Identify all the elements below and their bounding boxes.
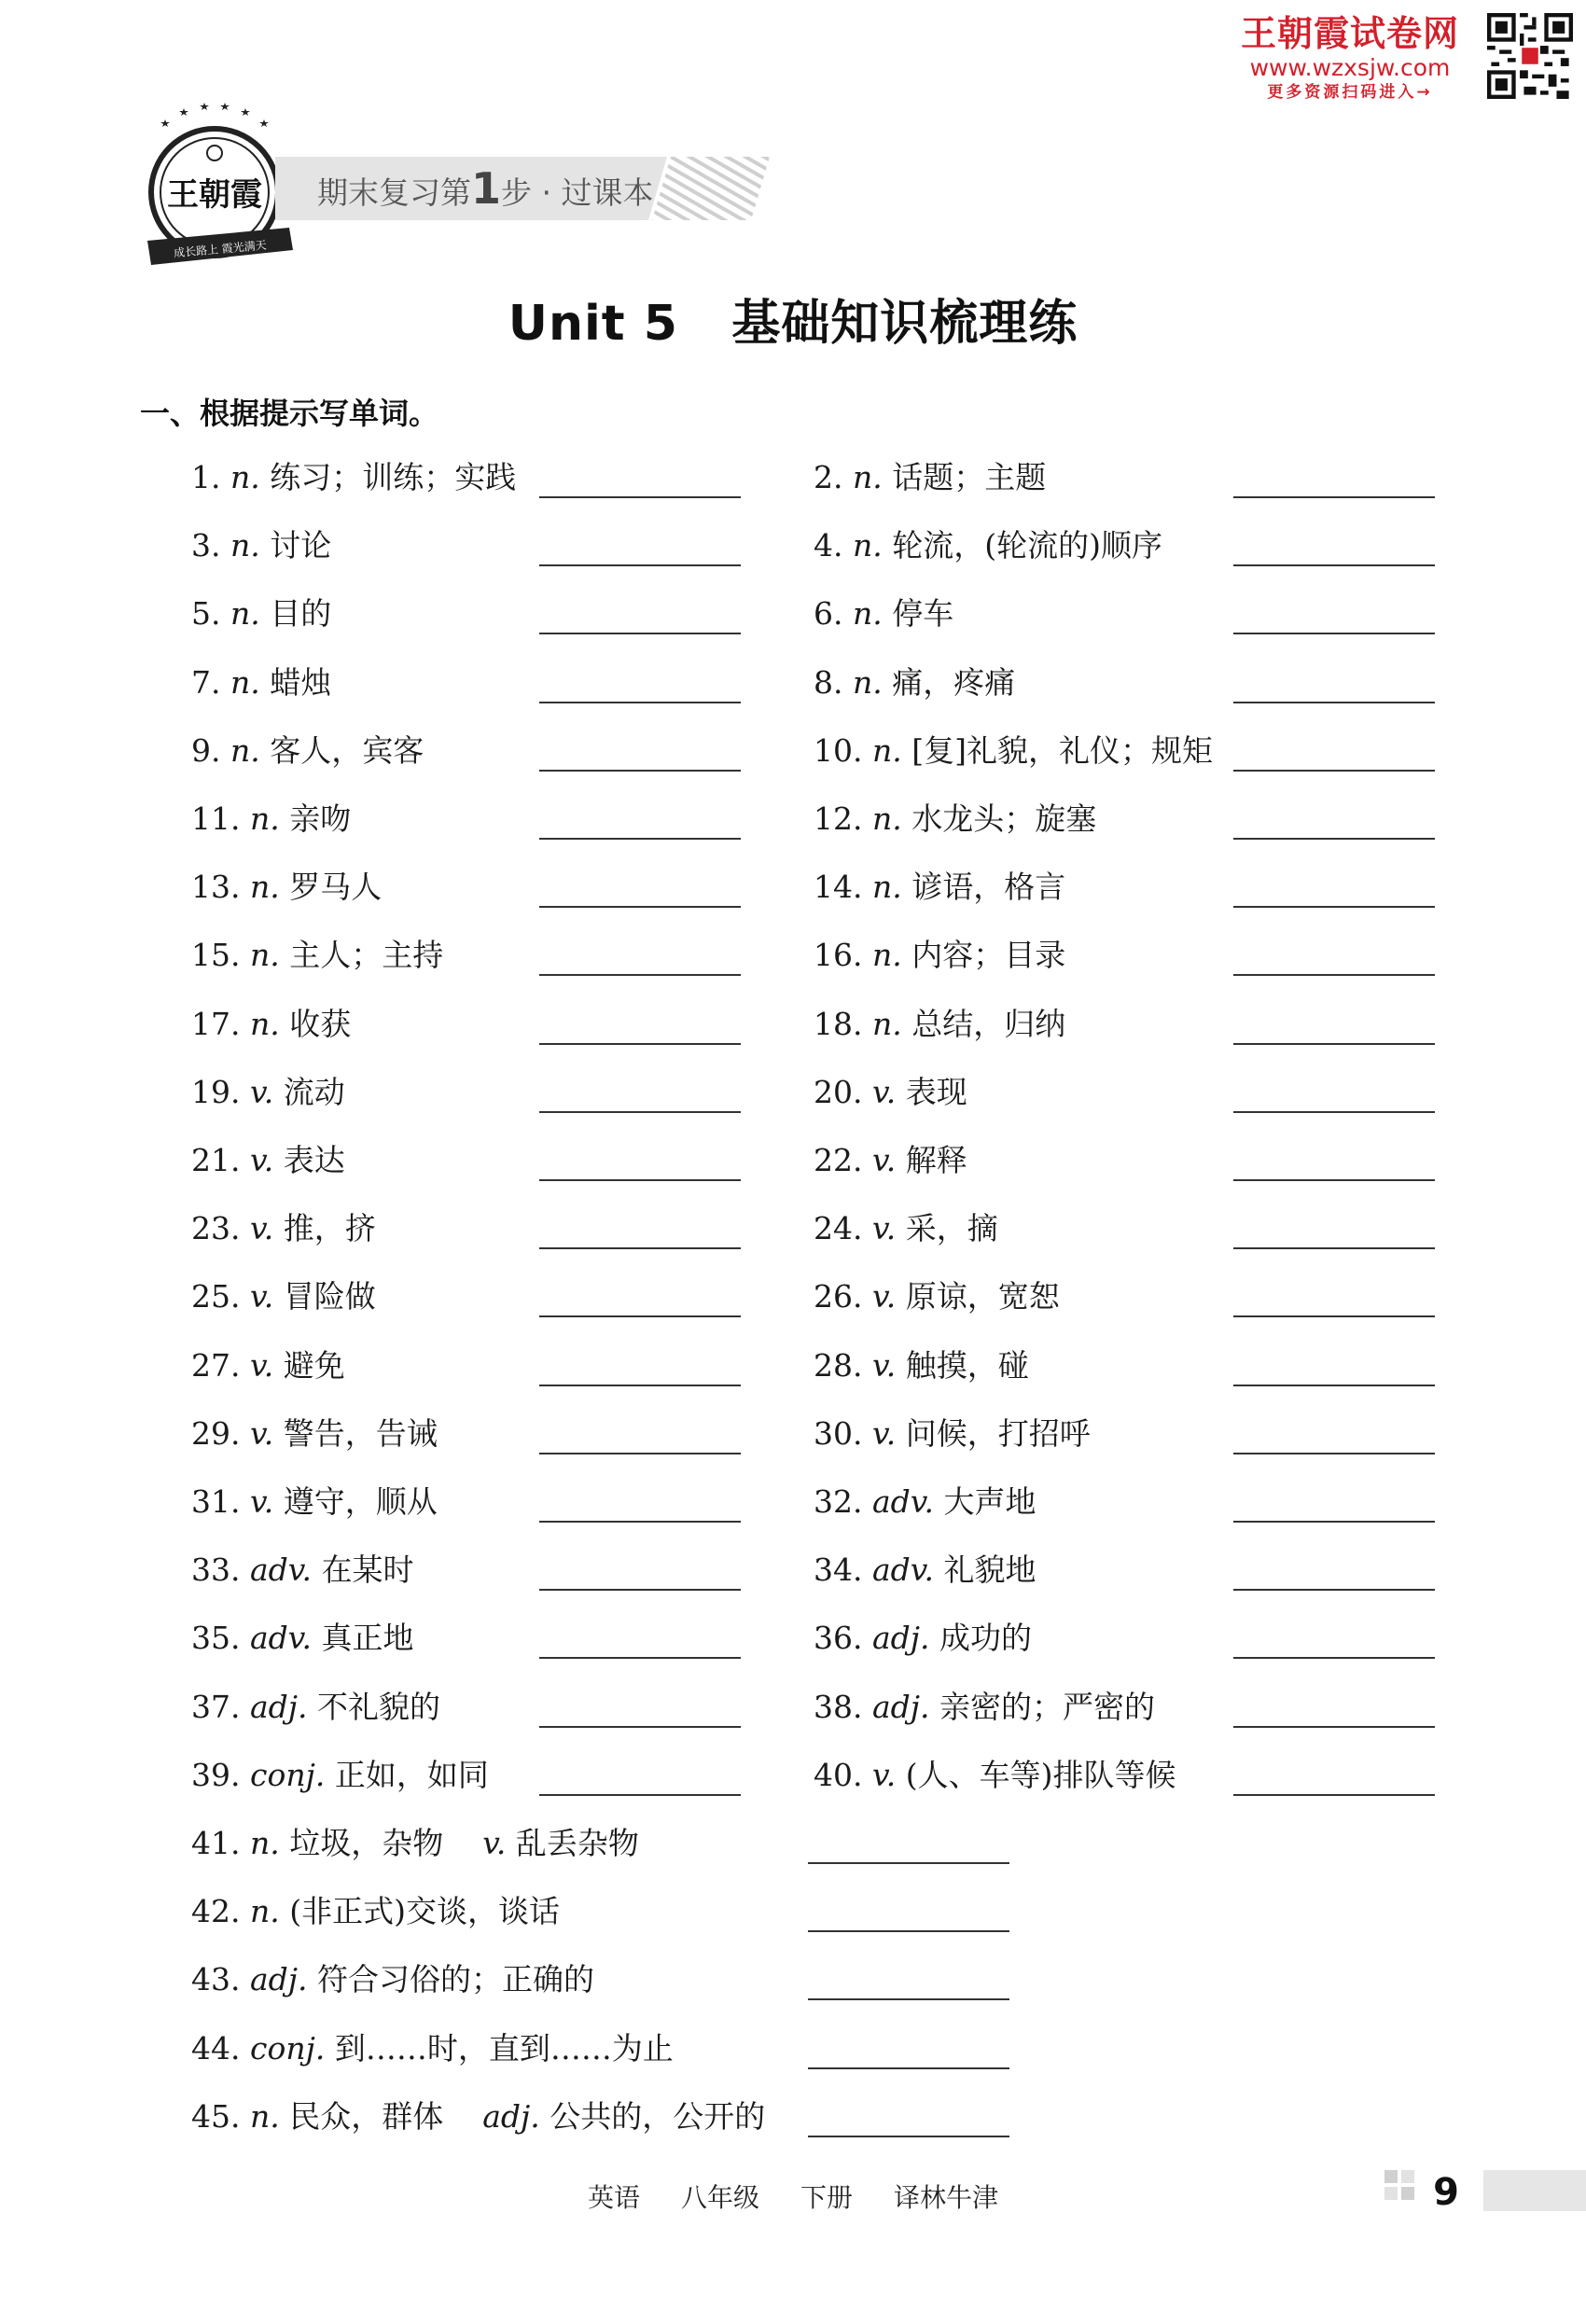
item-prompt (814, 731, 1213, 772)
answer-blank[interactable] (1233, 1315, 1435, 1317)
item-prompt (814, 593, 953, 634)
item-prompt (191, 1755, 489, 1796)
item-prompt (814, 457, 1046, 498)
item-number: 24. (814, 1210, 872, 1247)
answer-blank[interactable] (808, 2136, 1009, 2137)
item-meaning: 水龙头；旋塞 (911, 800, 1097, 837)
answer-blank[interactable] (1233, 974, 1435, 976)
answer-blank[interactable] (1233, 1179, 1435, 1181)
answer-blank[interactable] (1233, 1043, 1435, 1045)
answer-blank[interactable] (539, 1453, 741, 1454)
item-meaning: 推，挤 (283, 1210, 376, 1247)
answer-blank[interactable] (1233, 702, 1435, 703)
answer-blank[interactable] (539, 1179, 741, 1181)
item-prompt (814, 1208, 998, 1249)
item-meaning: 避免 (283, 1346, 345, 1384)
item-prompt (814, 662, 1015, 703)
item-prompt (814, 1413, 1091, 1454)
item-number: 35. (191, 1620, 250, 1657)
item-prompt (191, 1208, 376, 1249)
part-of-speech: v. (871, 1142, 906, 1178)
part-of-speech: conj. (249, 1756, 335, 1793)
item-meaning: 谚语，格言 (911, 869, 1066, 906)
item-meaning: (人、车等)排队等候 (905, 1756, 1176, 1793)
part-of-speech: adj. (249, 1961, 317, 1998)
item-number: 16. (814, 937, 872, 974)
item-prompt (814, 1550, 1036, 1591)
part-of-speech: v. (871, 1073, 906, 1110)
item-prompt (191, 1687, 440, 1728)
part-of-speech: n. (871, 937, 912, 974)
item-number: 42. (191, 1893, 250, 1930)
brand-name: 王朝霞试卷网 (1240, 13, 1459, 54)
item-number: 12. (814, 800, 872, 837)
part-of-speech: n. (249, 937, 290, 974)
part-of-speech: n. (852, 595, 893, 633)
answer-blank[interactable] (808, 2067, 1009, 2069)
qr-code-icon (1487, 13, 1573, 99)
item-prompt (814, 525, 1162, 566)
answer-blank[interactable] (539, 974, 741, 976)
item-number: 10. (814, 731, 872, 769)
item-meaning: 痛，疼痛 (892, 663, 1016, 701)
part-of-speech: n. (871, 800, 912, 837)
gap (443, 1825, 482, 1861)
answer-blank[interactable] (1233, 1726, 1435, 1728)
answer-blank[interactable] (539, 496, 741, 498)
item-prompt (191, 1072, 345, 1113)
answer-blank[interactable] (1233, 1247, 1435, 1249)
item-meaning: 解释 (905, 1142, 967, 1178)
page-tab (1483, 2170, 1586, 2211)
part-of-speech: v. (871, 1414, 906, 1452)
item-meaning: 正如，如同 (334, 1756, 489, 1793)
item-number: 34. (814, 1552, 872, 1589)
item-number: 27. (191, 1346, 250, 1384)
answer-blank[interactable] (539, 1589, 741, 1591)
item-prompt (191, 1550, 414, 1591)
answer-blank[interactable] (1233, 1521, 1435, 1523)
item-meaning: 表现 (905, 1073, 967, 1110)
part-of-speech: n. (249, 869, 290, 906)
item-prompt (191, 1618, 414, 1659)
item-number: 18. (814, 1005, 872, 1042)
item-number: 32. (814, 1483, 872, 1520)
item-prompt (814, 1004, 1065, 1045)
banner-prefix: 期末复习第 (317, 174, 471, 211)
item-meaning: 警告，告诫 (283, 1414, 438, 1452)
item-prompt (191, 1345, 345, 1386)
item-prompt (191, 1823, 639, 1864)
item-meaning: 主人；主持 (289, 937, 444, 974)
page-title: Unit 5 基础知识梳理练 (508, 296, 1078, 352)
item-meaning: 不礼貌的 (317, 1688, 440, 1725)
item-meaning: 成功的 (939, 1620, 1032, 1657)
answer-blank[interactable] (539, 1385, 741, 1386)
item-number: 38. (814, 1688, 872, 1725)
part-of-speech: v. (871, 1210, 906, 1247)
item-number: 17. (191, 1005, 250, 1042)
item-prompt (814, 1482, 1036, 1523)
item-number: 30. (814, 1414, 872, 1452)
item-number: 45. (191, 2097, 250, 2135)
answer-blank[interactable] (1233, 633, 1435, 634)
gap (443, 2098, 482, 2135)
part-of-speech: adv. (871, 1552, 944, 1589)
item-number: 22. (814, 1142, 872, 1178)
answer-blank[interactable] (539, 770, 741, 772)
part-of-speech: n. (249, 1825, 290, 1861)
part-of-speech: v. (871, 1346, 906, 1384)
item-meaning: 话题；主题 (892, 459, 1047, 495)
item-prompt (814, 1618, 1032, 1659)
item-meaning: 遵守，顺从 (283, 1483, 438, 1520)
part-of-speech: v. (871, 1756, 906, 1793)
brand-block (1224, 13, 1476, 103)
item-prompt (814, 1276, 1060, 1317)
part-of-speech: v. (249, 1278, 284, 1315)
part-of-speech: v. (249, 1346, 284, 1384)
item-number: 21. (191, 1142, 250, 1178)
item-prompt (191, 867, 382, 908)
answer-blank[interactable] (539, 1247, 741, 1249)
item-number: 29. (191, 1414, 250, 1452)
part-of-speech: v. (249, 1073, 284, 1110)
item-number: 33. (191, 1552, 250, 1589)
answer-blank[interactable] (808, 1998, 1009, 2000)
part-of-speech: n. (249, 1005, 290, 1042)
item-prompt (191, 1276, 376, 1317)
item-prompt (191, 1413, 438, 1454)
answer-blank[interactable] (1233, 1589, 1435, 1591)
part-of-speech: v. (871, 1278, 906, 1315)
item-meaning: 冒险做 (283, 1278, 376, 1315)
item-meaning: 客人，宾客 (270, 731, 424, 769)
item-prompt (191, 525, 331, 566)
answer-blank[interactable] (539, 906, 741, 908)
part-of-speech: adj. (871, 1620, 939, 1657)
item-number: 13. (191, 869, 250, 906)
item-number: 37. (191, 1688, 250, 1725)
item-prompt (814, 1345, 1029, 1386)
part-of-speech: v. (249, 1210, 284, 1247)
item-meaning: 流动 (283, 1073, 345, 1110)
item-meaning: 轮流，(轮流的)顺序 (892, 527, 1162, 564)
item-prompt (191, 1959, 594, 2000)
answer-blank[interactable] (539, 838, 741, 840)
item-meaning: 表达 (283, 1142, 345, 1178)
answer-blank[interactable] (808, 1930, 1009, 1932)
part-of-speech: n. (249, 2097, 290, 2135)
part-of-speech: n. (871, 731, 912, 769)
part-of-speech: n. (230, 663, 271, 701)
answer-blank[interactable] (1233, 1794, 1435, 1796)
part-of-speech: n. (871, 1005, 912, 1042)
item-number: 36. (814, 1620, 872, 1657)
item-number: 3. (191, 527, 230, 564)
footer-grade: 八年级 (680, 2182, 759, 2213)
item-number: 28. (814, 1346, 872, 1384)
item-meaning: 民众，群体 (289, 2097, 444, 2135)
item-prompt (191, 1004, 351, 1045)
item-meaning: 练习；训练；实践 (270, 459, 517, 495)
brand-tip: 更多资源扫码进入→ (1267, 83, 1433, 102)
part-of-speech: n. (852, 663, 893, 701)
answer-blank[interactable] (539, 1521, 741, 1523)
item-number: 41. (191, 1825, 250, 1861)
footer-edition: 译林牛津 (894, 2182, 999, 2213)
answer-blank[interactable] (539, 633, 741, 634)
part-of-speech: n. (249, 800, 290, 837)
answer-blank[interactable] (1233, 1453, 1435, 1454)
answer-blank[interactable] (539, 702, 741, 703)
answer-blank[interactable] (539, 1657, 741, 1659)
item-prompt (191, 2028, 674, 2069)
answer-blank[interactable] (1233, 906, 1435, 908)
item-meaning: 讨论 (270, 527, 332, 564)
answer-blank[interactable] (539, 1111, 741, 1113)
part-of-speech: adj. (871, 1688, 939, 1725)
item-meaning: 垃圾，杂物 (289, 1825, 444, 1861)
item-number: 44. (191, 2029, 250, 2067)
item-meaning: 目的 (270, 595, 332, 633)
logo-name: 王朝霞 (167, 176, 262, 214)
item-prompt (191, 935, 443, 976)
part-of-speech: adj. (482, 2097, 550, 2135)
item-number: 6. (814, 595, 853, 633)
brand-url: www.wzxsjw.com (1249, 54, 1451, 81)
item-number: 2. (814, 459, 853, 495)
part-of-speech: adv. (249, 1552, 322, 1589)
item-meaning: 符合习俗的；正确的 (317, 1961, 594, 1998)
item-number: 5. (191, 595, 230, 633)
item-prompt (814, 1140, 967, 1181)
section-heading: 一、根据提示写单词。 (140, 396, 439, 431)
item-meaning: 到……时，直到……为止 (334, 2029, 674, 2067)
footer-subject: 英语 (587, 2182, 640, 2213)
item-meaning: 大声地 (943, 1483, 1036, 1520)
item-number: 11. (191, 800, 250, 837)
part-of-speech: n. (852, 459, 893, 495)
answer-blank[interactable] (1233, 770, 1435, 772)
item-prompt (191, 593, 331, 634)
item-prompt (814, 1755, 1176, 1796)
part-of-speech: n. (230, 595, 271, 633)
item-number: 15. (191, 937, 250, 974)
item-prompt (191, 2096, 765, 2137)
item-number: 40. (814, 1756, 872, 1793)
item-prompt (814, 935, 1065, 976)
answer-blank[interactable] (808, 1862, 1009, 1864)
answer-blank[interactable] (1233, 1657, 1435, 1659)
footer-term: 下册 (800, 2182, 854, 2213)
footer (0, 2178, 1586, 2215)
item-prompt (191, 731, 424, 772)
item-number: 31. (191, 1483, 250, 1520)
banner-step-number: 1 (471, 163, 502, 214)
item-number: 14. (814, 869, 872, 906)
item-meaning: 蜡烛 (270, 663, 332, 701)
item-prompt (191, 1482, 438, 1523)
item-meaning: 乱丢杂物 (515, 1825, 639, 1861)
item-prompt (191, 662, 331, 703)
part-of-speech: adj. (249, 1688, 317, 1725)
part-of-speech: v. (249, 1142, 284, 1178)
item-prompt (814, 799, 1096, 840)
answer-blank[interactable] (539, 1726, 741, 1728)
item-meaning: 问候，打招呼 (905, 1414, 1091, 1452)
answer-blank[interactable] (539, 1794, 741, 1796)
part-of-speech: n. (230, 459, 271, 495)
item-meaning: 采，摘 (905, 1210, 998, 1247)
answer-blank[interactable] (1233, 496, 1435, 498)
item-number: 26. (814, 1278, 872, 1315)
item-number: 1. (191, 459, 230, 495)
answer-blank[interactable] (1233, 838, 1435, 840)
item-meaning: 原谅，宽恕 (905, 1278, 1060, 1315)
item-number: 4. (814, 527, 853, 564)
answer-blank[interactable] (1233, 1385, 1435, 1386)
part-of-speech: adv. (871, 1483, 944, 1520)
item-meaning: 停车 (892, 595, 954, 633)
item-meaning: 触摸，碰 (905, 1346, 1029, 1384)
item-meaning: 在某时 (321, 1552, 414, 1589)
answer-blank[interactable] (539, 1043, 741, 1045)
item-meaning: 礼貌地 (943, 1552, 1036, 1589)
item-meaning: 真正地 (321, 1620, 414, 1657)
item-meaning: 收获 (289, 1005, 352, 1042)
item-meaning: [复]礼貌，礼仪；规矩 (911, 731, 1213, 769)
part-of-speech: v. (249, 1414, 284, 1452)
page-number: 9 (1433, 2171, 1459, 2214)
item-prompt (191, 799, 351, 840)
answer-blank[interactable] (1233, 1111, 1435, 1113)
answer-blank[interactable] (539, 1315, 741, 1317)
part-of-speech: n. (871, 869, 912, 906)
item-prompt (191, 1891, 560, 1932)
answer-blank[interactable] (1233, 564, 1435, 566)
logo-motto: 成长路上 霞光满天 (173, 238, 268, 260)
item-prompt (814, 867, 1065, 908)
item-meaning: 公共的，公开的 (550, 2097, 766, 2135)
item-number: 23. (191, 1210, 250, 1247)
item-meaning: 亲密的；严密的 (939, 1688, 1155, 1725)
item-meaning: 亲吻 (289, 800, 352, 837)
item-prompt (191, 1140, 345, 1181)
item-meaning: 总结，归纳 (911, 1005, 1066, 1042)
banner-suffix: 步 · 过课本 (501, 174, 654, 211)
part-of-speech: adv. (249, 1620, 322, 1657)
item-prompt (814, 1687, 1155, 1728)
part-of-speech: n. (230, 731, 271, 769)
item-number: 8. (814, 663, 853, 701)
part-of-speech: n. (852, 527, 893, 564)
item-number: 19. (191, 1073, 250, 1110)
part-of-speech: v. (482, 1825, 516, 1861)
item-number: 7. (191, 663, 230, 701)
part-of-speech: n. (249, 1893, 290, 1930)
item-prompt (191, 457, 516, 498)
item-meaning: 罗马人 (289, 869, 383, 906)
part-of-speech: conj. (249, 2029, 335, 2067)
item-number: 9. (191, 731, 230, 769)
item-meaning: (非正式)交谈，谈话 (289, 1893, 560, 1930)
item-number: 25. (191, 1278, 250, 1315)
item-meaning: 内容；目录 (911, 937, 1066, 974)
part-of-speech: v. (249, 1483, 284, 1520)
item-prompt (814, 1072, 967, 1113)
banner-title (317, 164, 654, 213)
answer-blank[interactable] (539, 564, 741, 566)
part-of-speech: n. (230, 527, 271, 564)
item-number: 43. (191, 1961, 250, 1998)
item-number: 20. (814, 1073, 872, 1110)
item-number: 39. (191, 1756, 250, 1793)
